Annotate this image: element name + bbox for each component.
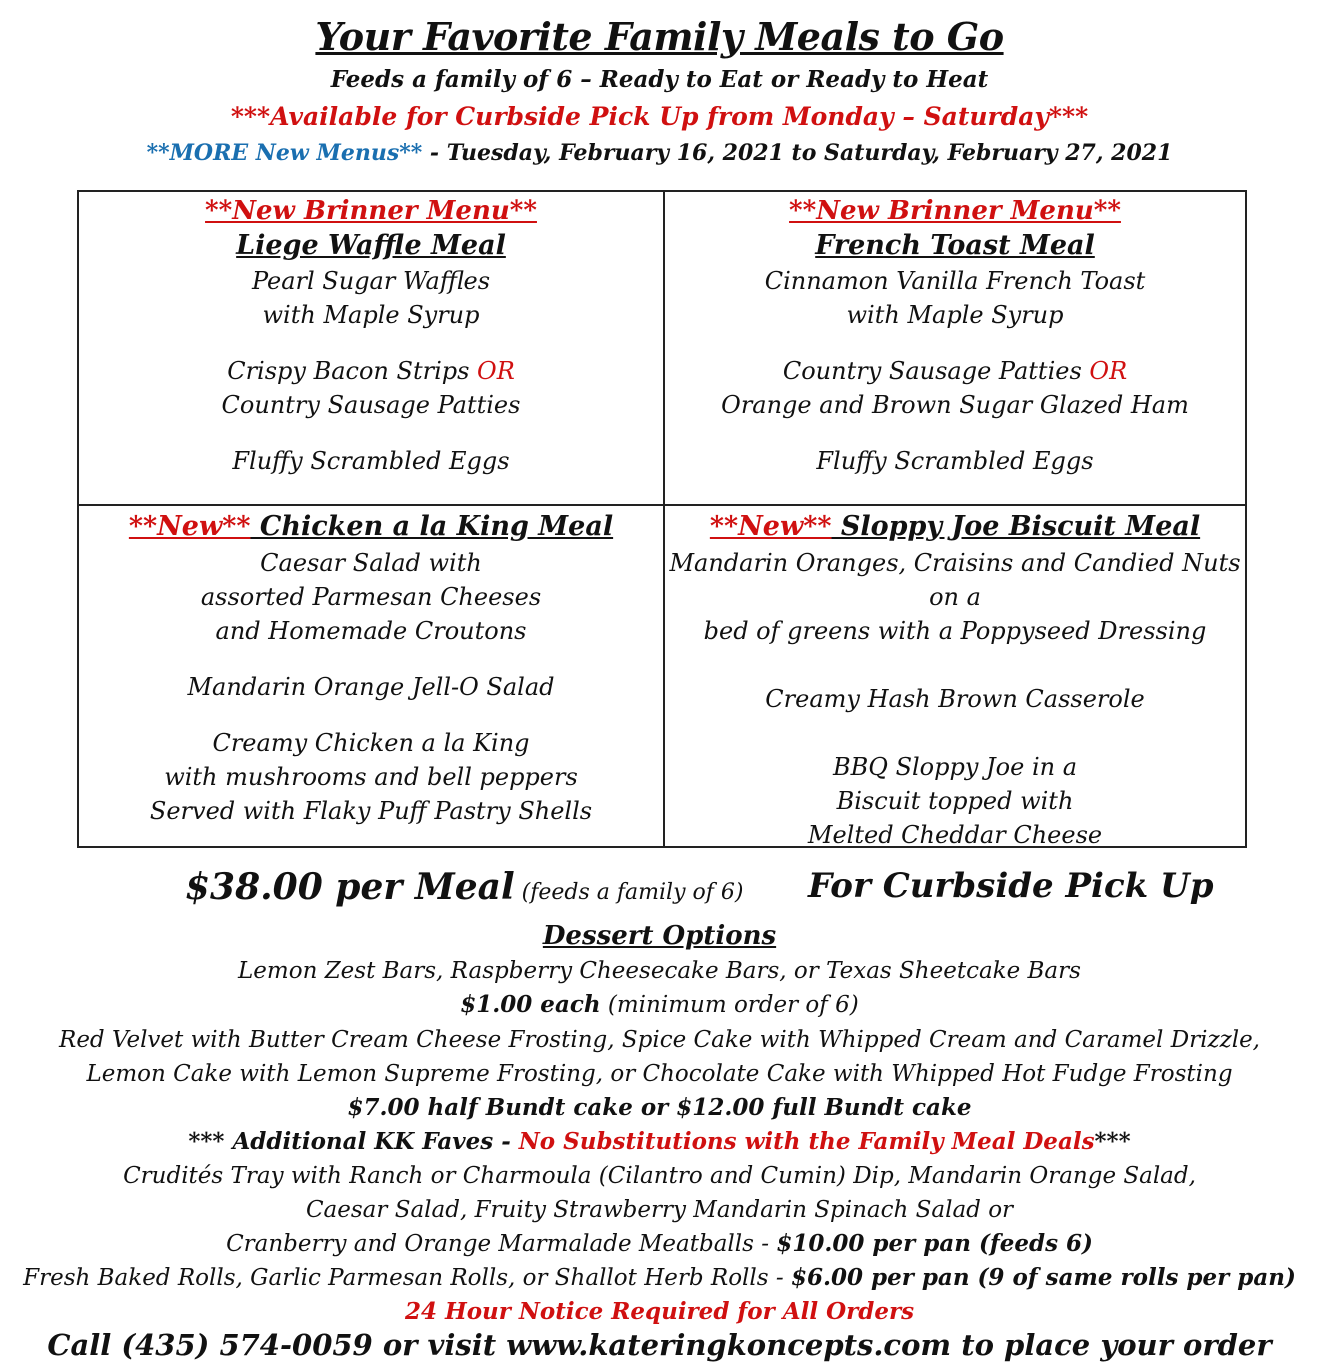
new-badge: **New Brinner Menu** <box>789 196 1121 226</box>
menu-option-line <box>79 354 663 388</box>
order-notice: 24 Hour Notice Required for All Orders <box>404 1298 915 1325</box>
menu-line: assorted Parmesan Cheeses <box>200 583 542 611</box>
extras-line-3 <box>0 1227 1319 1261</box>
menu-line: Melted Cheddar Cheese <box>807 821 1103 849</box>
page-title: Your Favorite Family Meals to Go <box>315 14 1004 59</box>
date-range-line <box>0 140 1319 166</box>
extras-heading-a: *** Additional KK Faves - <box>188 1128 519 1155</box>
menu-line: Country Sausage Patties <box>221 391 521 419</box>
availability-line: ***Available for Curbside Pick Up from Monday – Saturday*** <box>230 102 1089 131</box>
rolls-price: $6.00 per pan (9 of same rolls per pan) <box>790 1264 1296 1291</box>
bars-price: $1.00 each <box>460 991 601 1018</box>
meal-heading <box>79 508 663 546</box>
or-label: OR <box>477 357 515 385</box>
menu-line: Mandarin Orange Jell-O Salad <box>187 673 555 701</box>
menu-option-line <box>665 354 1245 388</box>
meal-name: Liege Waffle Meal <box>236 230 506 261</box>
extras-heading-b: *** <box>1094 1128 1131 1155</box>
price-note: (feeds a family of 6) <box>514 880 744 905</box>
option-a: Crispy Bacon Strips <box>227 357 478 385</box>
bars-minimum: (minimum order of 6) <box>600 992 859 1018</box>
meal-name: French Toast Meal <box>815 230 1095 261</box>
menu-card-waffle <box>79 192 663 478</box>
menu-line: with Maple Syrup <box>846 301 1064 329</box>
dessert-bars: Lemon Zest Bars, Raspberry Cheesecake Bars, or Texas Sheetcake Bars <box>238 958 1081 984</box>
menu-line: bed of greens with a Poppyseed Dressing <box>703 617 1207 645</box>
date-range: - Tuesday, February 16, 2021 to Saturday, February 27, 2021 <box>422 140 1173 166</box>
menu-line: Creamy Hash Brown Casserole <box>765 685 1145 713</box>
call-to-order: Call (435) 574-0059 or visit www.kateringkoncepts.com to place your order <box>47 1328 1272 1362</box>
menu-line: with Maple Syrup <box>262 301 480 329</box>
menu-card-chicken <box>79 506 663 828</box>
or-label: OR <box>1089 357 1128 385</box>
menu-line: and Homemade Croutons <box>215 617 527 645</box>
option-a: Country Sausage Patties <box>782 357 1090 385</box>
menu-line: with mushrooms and bell peppers <box>164 763 578 791</box>
menu-line: Served with Flaky Puff Pastry Shells <box>149 797 593 825</box>
extras-line-2: Caesar Salad, Fruity Strawberry Mandarin Spinach Salad or <box>305 1197 1014 1223</box>
menu-line: Caesar Salad with <box>260 549 482 577</box>
new-badge: **New** <box>128 511 251 542</box>
menu-line: Fluffy Scrambled Eggs <box>232 447 510 475</box>
price-value: $38.00 per Meal <box>185 866 515 908</box>
extras-line-4 <box>0 1261 1319 1295</box>
meal-name: Sloppy Joe Biscuit Meal <box>831 511 1201 542</box>
menu-line: BBQ Sloppy Joe in a <box>832 753 1078 781</box>
meatballs-price: $10.00 per pan (feeds 6) <box>776 1230 1093 1257</box>
meatballs-text: Cranberry and Orange Marmalade Meatballs - <box>226 1231 777 1257</box>
menu-line: Orange and Brown Sugar Glazed Ham <box>721 391 1189 419</box>
dessert-bars-price <box>0 988 1319 1022</box>
menu-grid <box>77 190 1247 848</box>
menu-line: Biscuit topped with <box>836 787 1074 815</box>
dessert-cakes-line-2: Lemon Cake with Lemon Supreme Frosting, or Chocolate Cake with Whipped Hot Fudge Frosting <box>86 1061 1233 1087</box>
more-menus-label: **MORE New Menus** <box>146 140 423 166</box>
menu-line: Creamy Chicken a la King <box>212 729 530 757</box>
new-badge: **New** <box>709 511 832 542</box>
menu-card-french-toast <box>665 192 1245 478</box>
feeds-subtitle: Feeds a family of 6 – Ready to Eat or Ready to Heat <box>330 66 989 93</box>
price-row <box>0 866 1319 916</box>
dessert-cakes-line-1: Red Velvet with Butter Cream Cheese Frosting, Spice Cake with Whipped Cream and Caramel Drizzle, <box>59 1027 1260 1053</box>
menu-line: Mandarin Oranges, Craisins and Candied Nuts on a <box>669 549 1241 611</box>
menu-line: Fluffy Scrambled Eggs <box>816 447 1094 475</box>
rolls-text: Fresh Baked Rolls, Garlic Parmesan Rolls, or Shallot Herb Rolls - <box>23 1265 791 1291</box>
new-badge: **New Brinner Menu** <box>205 196 537 226</box>
meal-price <box>185 866 743 908</box>
extras-no-substitutions: No Substitutions with the Family Meal Deals <box>518 1128 1095 1155</box>
dessert-cakes-price: $7.00 half Bundt cake or $12.00 full Bundt cake <box>347 1094 972 1121</box>
menu-line: Cinnamon Vanilla French Toast <box>764 267 1146 295</box>
meal-heading <box>665 508 1245 546</box>
extras-heading <box>0 1125 1319 1159</box>
dessert-title: Dessert Options <box>542 921 777 951</box>
meal-name: Chicken a la King Meal <box>250 511 614 542</box>
menu-line: Pearl Sugar Waffles <box>251 267 491 295</box>
extras-line-1: Crudités Tray with Ranch or Charmoula (Cilantro and Cumin) Dip, Mandarin Orange Salad, <box>123 1163 1196 1189</box>
menu-card-sloppy-joe <box>665 506 1245 852</box>
curbside-label: For Curbside Pick Up <box>808 866 1214 906</box>
